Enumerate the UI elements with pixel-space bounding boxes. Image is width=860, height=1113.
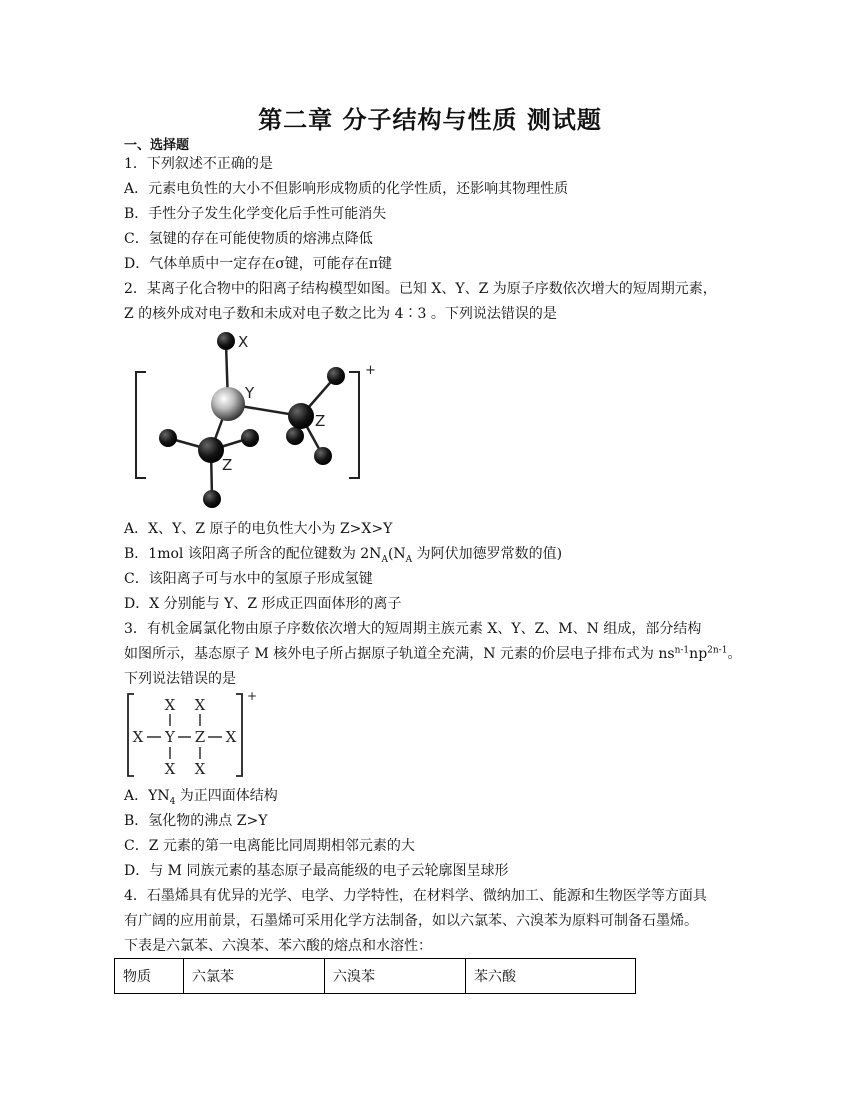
table-header-cell: 六氯苯 <box>184 959 325 994</box>
q3-stem-line-1: 3．有机金属氯化物由原子序数依次增大的短周期主族元素 X、Y、Z、M、N 组成，部分结构 <box>124 621 702 637</box>
q1-option-c: C．氢键的存在可能使物质的熔沸点降低 <box>124 231 373 247</box>
q2-option-a: A．X、Y、Z 原子的电负性大小为 Z>X>Y <box>124 521 393 537</box>
q2-option-b: B．1mol 该阳离子所含的配位键数为 $2N_A(N_A$ 为阿伏加德罗常数的值) <box>124 546 563 565</box>
q3-stem-line-3: 下列说法错误的是 <box>124 671 236 687</box>
q4-stem-line-2: 有广阔的应用前景，石墨烯可采用化学方法制备，如以六氯苯、六溴苯为原料可制备石墨烯。 <box>124 913 698 929</box>
q1-stem: 1．下列叙述不正确的是 <box>124 156 273 172</box>
q4-stem-line-3: 下表是六氯苯、六溴苯、苯六酸的熔点和水溶性： <box>124 938 432 954</box>
q1-option-b: B．手性分子发生化学变化后手性可能消失 <box>124 206 387 222</box>
x-atom <box>203 490 221 508</box>
label-z-upper: Z <box>315 412 326 430</box>
page-title: 第二章 分子结构与性质 测试题 <box>258 106 602 134</box>
q2-stem-line-1: 2．某离子化合物中的阳离子结构模型如图。已知 X、Y、Z 为原子序数依次增大的短周期元素， <box>124 281 717 297</box>
table-header-row <box>115 959 636 994</box>
z-atom <box>198 437 224 463</box>
table-header-cell: 六溴苯 <box>325 959 466 994</box>
q3-option-b: B．氢化物的沸点 Z>Y <box>124 813 268 829</box>
x-atom <box>159 429 177 447</box>
q3-option-d: D．与 M 同族元素的基态原子最高能级的电子云轮廓图呈球形 <box>124 863 509 879</box>
x-atom <box>241 429 259 447</box>
z-atom <box>288 403 314 429</box>
cation-ball-and-stick-model <box>124 328 384 516</box>
q3-option-a: A．$YN_4$ 为正四面体结构 <box>124 788 278 807</box>
properties-table <box>114 958 636 994</box>
table-header-cell: 物质 <box>115 959 184 994</box>
q3-option-c: C．Z 元素的第一电离能比同周期相邻元素的大 <box>124 838 415 854</box>
atom-x-right: X <box>225 728 237 746</box>
charge-sign: + <box>365 363 376 378</box>
atom-x-top-left: X <box>164 696 176 714</box>
label-y: Y <box>245 384 255 402</box>
x-atom <box>314 447 332 465</box>
atom-x-bottom-right: X <box>194 760 206 778</box>
cation-structure-formula <box>124 690 264 780</box>
label-x: X <box>238 333 249 351</box>
x-atom <box>286 427 304 445</box>
q1-option-d: D．气体单质中一定存在σ键，可能存在π键 <box>124 256 392 272</box>
atom-x-left: X <box>132 728 144 746</box>
y-atom <box>211 387 245 421</box>
charge-sign: + <box>246 690 258 703</box>
table-header-cell: 苯六酸 <box>466 959 636 994</box>
atom-x-top-right: X <box>194 696 206 714</box>
q4-stem-line-1: 4．石墨烯具有优异的光学、电学、力学特性，在材料学、微纳加工、能源和生物医学等方面具 <box>124 888 707 904</box>
atom-z: Z <box>194 728 206 746</box>
q3-stem-line-2: 如图所示，基态原子 M 核外电子所占据原子轨道全充满，N 元素的价层电子排布式为 $ns^{n-1}np^{2n-1}$。 <box>124 645 742 662</box>
q1-option-a: A．元素电负性的大小不但影响形成物质的化学性质，还影响其物理性质 <box>124 181 569 197</box>
atom-y: Y <box>165 728 175 746</box>
q2-stem-line-2: Z 的核外成对电子数和未成对电子数之比为 4∶3 。下列说法错误的是 <box>124 306 557 322</box>
q2-option-c: C．该阳离子可与水中的氢原子形成氢键 <box>124 571 373 587</box>
q2-option-d: D．X 分别能与 Y、Z 形成正四面体形的离子 <box>124 596 402 612</box>
x-atom <box>217 332 235 350</box>
atom-x-bottom-left: X <box>164 760 176 778</box>
section-heading: 一、选择题 <box>124 138 190 153</box>
x-atom <box>327 367 345 385</box>
label-z-lower: Z <box>222 456 233 474</box>
